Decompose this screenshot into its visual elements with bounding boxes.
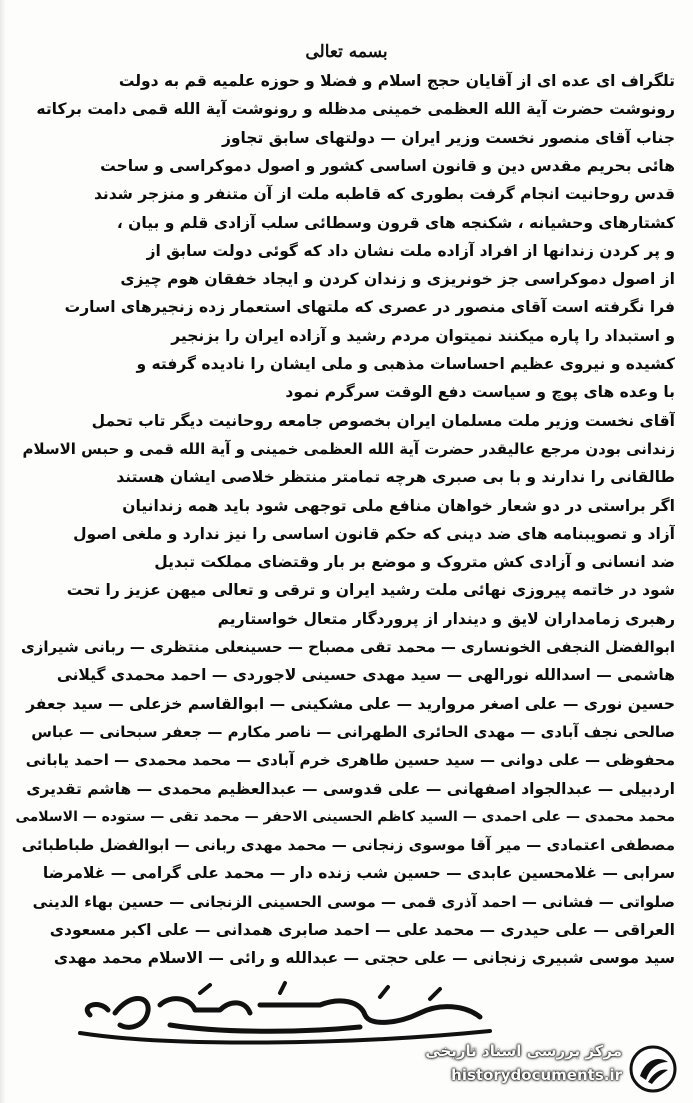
body-line: جناب آقای منصور نخست وزیر ایران — دولتهای سابق تجاوز <box>221 128 675 147</box>
body-line: آقای نخست وزیر ملت مسلمان ایران بخصوص جامعه روحانیت دیگر تاب تحمل <box>91 411 675 430</box>
watermark-url: historydocuments.ir <box>451 1066 622 1084</box>
body-line: و استبداد را پاره میکنند نمیتوان مردم رشید و آزاده ایران را بزنجیر <box>171 326 675 345</box>
body-line: از اصول دموکراسی جز خونریزی و زندان کردن و ایجاد خفقان هوم چیزی <box>120 270 675 289</box>
body-line: ضد انسانی و آزادی کش متروک و موضع بر بار وقتضای مملکت تبدیل <box>154 553 675 572</box>
archive-logo-icon <box>628 1044 678 1094</box>
body-line: تلگراف ای عده ای از آقایان حجج اسلام و فضلا و حوزه علمیه قم به دولت <box>118 72 675 90</box>
body-line: قدس روحانیت انجام گرفت بطوری که قاطبه ملت از آن متنفر و منزجر شدند <box>93 185 675 204</box>
body-line: مصطفی اعتمادی — میر آقا موسوی زنجانی — محمد مهدی ربانی — ابوالفضل طباطبائی <box>21 836 675 855</box>
body-line: هاشمی — اسدالله نورالهی — سید مهدی حسینی لاجوردی — احمد محمدی گیلانی <box>56 666 675 685</box>
body-line: کشیده و نیروی عظیم احساسات مذهبی و ملی ایشان را نادیده گرفته و <box>136 355 675 373</box>
body-line: آزاد و تصویبنامه های ضد دینی که حکم قانون اساسی را نیز ندارد و ملغی اصول <box>73 524 675 543</box>
body-line: اگر براستی در دو شعار خواهان منافع ملی توجهی شود باید همه زندانیان <box>122 496 675 515</box>
body-line: رهبری زمامداران لایق و دیندار از پروردگار متعال خواستاریم <box>217 609 675 628</box>
body-line: ابوالفضل النجفی الخونساری — محمد تقی مصباح — حسینعلی منتظری — ربانی شیرازی <box>21 638 675 656</box>
document-heading: بسمه تعالی <box>305 42 388 62</box>
body-line: زندانی بودن مرجع عالیقدر حضرت آیة الله العظمی خمینی و آیة الله قمی و حبس الاسلام <box>22 439 675 458</box>
handwritten-signature <box>20 975 540 1050</box>
body-line: طالقانی را ندارند و با بی صبری هرچه تمامتر منتظر خلاصی ایشان هستند <box>116 468 675 487</box>
body-line: با وعده های پوچ و سیاست دفع الوقت سرگرم نمود <box>285 383 675 402</box>
watermark <box>412 1040 682 1098</box>
body-line: اردبیلی — عبدالجواد اصفهانی — علی قدوسی — عبدالعظیم محمدی — هاشم تقدیری <box>26 779 675 798</box>
body-line: هائی بحریم مقدس دین و قانون اساسی کشور و اصول دموکراسی و ساحت <box>100 156 675 175</box>
body-line: محمد محمدی — علی احمدی — السید کاظم الحسینی الاحفر — محمد تقی — ستوده — الاسلامی <box>15 808 675 825</box>
body-line: صالحی نجف آبادی — مهدی الحائری الطهرانی — ناصر مکارم — جعفر سبحانی — عباس <box>31 722 675 741</box>
body-line: محفوظی — علی دوانی — سید حسین طاهری خرم آبادی — محمد محمدی — احمد یابانی <box>25 751 675 770</box>
body-line: صلواتی — فشانی — احمد آذری قمی — موسی الحسینی الزنجانی — حسین بهاء الدینی <box>32 892 675 911</box>
body-line: حسین نوری — علی اصغر مروارید — علی مشکینی — ابوالقاسم خزعلی — سید جعفر <box>26 694 675 713</box>
body-line: العراقی — علی حیدری — محمد علی — احمد صابری همدانی — علی اکبر مسعودی <box>49 921 675 939</box>
body-line: سرابی — غلامحسین عابدی — حسین شب زنده دار — محمد علی گرامی — غلامرضا <box>42 864 675 883</box>
scan-edge <box>0 0 6 1103</box>
body-line: رونوشت حضرت آیة الله العظمی خمینی مدظله و رونوشت آیة الله قمی دامت برکاته <box>36 100 675 119</box>
body-line: شود در خاتمه پیروزی نهائی ملت رشید ایران و ترقی و تعالی میهن عزیز را تحت <box>66 581 675 600</box>
body-line: سید موسی شبیری زنجانی — علی حجتی — عبدالله و رائی — الاسلام محمد مهدی <box>53 949 675 968</box>
body-line: فرا نگرفته است آقای منصور در عصری که ملتهای استعمار زده زنجیرهای اسارت <box>64 298 675 317</box>
body-line: کشتارهای وحشیانه ، شکنجه های قرون وسطائی سلب آزادی قلم و بیان ، <box>116 213 675 232</box>
body-line: و پر کردن زندانها از افراد آزاده ملت نشان داد که گوئی دولت سابق از <box>146 241 675 260</box>
watermark-org-name: مرکز بررسی اسناد تاریخی <box>425 1042 622 1060</box>
